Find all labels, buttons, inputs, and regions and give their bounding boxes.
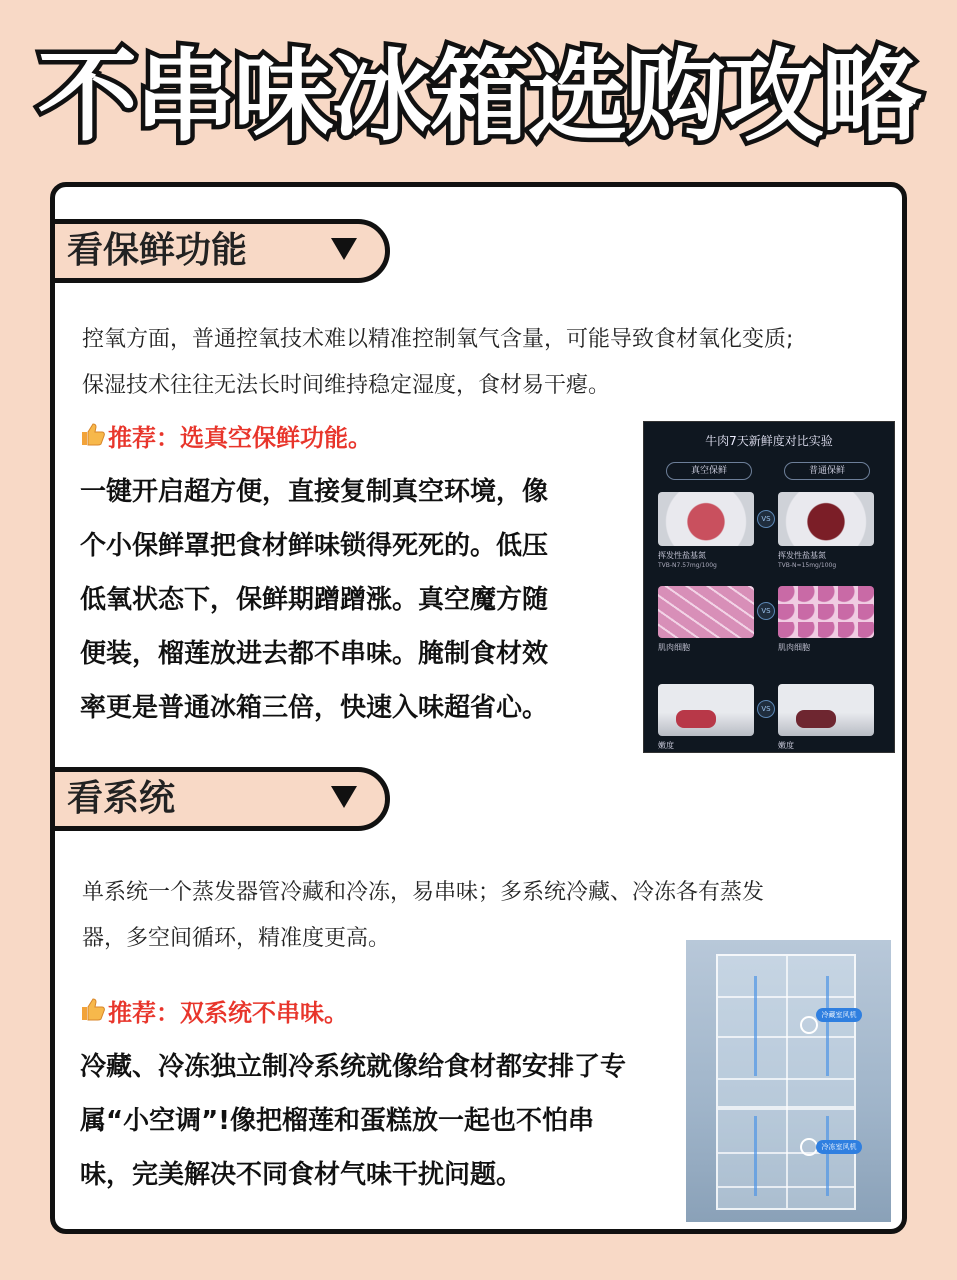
stale-beef-photo (778, 492, 874, 546)
body-line: 保湿技术往往无法长时间维持稳定湿度，食材易干瘪。 (82, 373, 611, 398)
section-heading: 看系统 (67, 778, 176, 819)
body-line: 器，多空间循环，精准度更高。 (82, 926, 391, 951)
body-line: 控氧方面，普通控氧技术难以精准控制氧气含量，可能导致食材氧化变质; (82, 327, 794, 352)
row-label: 挥发性盐基氮 (658, 551, 706, 560)
fan-label-top: 冷藏室风机 (816, 1008, 862, 1022)
vs-badge: VS (757, 700, 775, 718)
row-label: 嫩度 (778, 741, 794, 750)
row-label: 嫩度 (658, 741, 674, 750)
recommendation (80, 997, 348, 1029)
section-heading: 看保鲜功能 (67, 230, 248, 271)
row-note: TVB-N≈15mg/100g (778, 562, 837, 569)
section-body (82, 317, 902, 409)
stale-tenderness-photo (778, 684, 874, 736)
row-label: 肌肉细胞 (658, 643, 690, 652)
body-line: 单系统一个蒸发器管冷藏和冷冻，易串味；多系统冷藏、冷冻各有蒸发 (82, 880, 765, 905)
recommendation-text: 推荐：选真空保鲜功能。 (108, 424, 372, 452)
vs-badge: VS (757, 510, 775, 528)
thumbs-up-icon (80, 997, 106, 1029)
fresh-tenderness-photo (658, 684, 754, 736)
content-card (50, 182, 907, 1234)
detail-line: 味，完美解决不同食材气味干扰问题。 (80, 1160, 523, 1190)
detail-text (80, 1040, 680, 1202)
section-tag-freshness (50, 219, 390, 283)
detail-line: 个小保鲜罩把食材鲜味锁得死死的。低压 (80, 531, 549, 561)
recommendation-text: 推荐：双系统不串味。 (108, 999, 348, 1027)
fresh-beef-photo (658, 492, 754, 546)
fan-label-bottom: 冷冻室风机 (816, 1140, 862, 1154)
thumbs-up-icon (80, 422, 106, 454)
section-tag-system (50, 767, 390, 831)
stale-cell-photo (778, 586, 874, 638)
row-label: 肌肉细胞 (778, 643, 810, 652)
detail-line: 一键开启超方便，直接复制真空环境，像 (80, 477, 549, 507)
row-note: TVB-N7.57mg/100g (658, 562, 717, 569)
detail-line: 冷藏、冷冻独立制冷系统就像给食材都安排了专 (80, 1052, 627, 1082)
detail-line: 低氧状态下，保鲜期蹭蹭涨。真空魔方随 (80, 585, 549, 615)
fridge-airflow-image (686, 940, 891, 1222)
vacuum-pill: 真空保鲜 (666, 462, 752, 480)
detail-text (80, 465, 620, 735)
recommendation (80, 422, 372, 454)
page-title: 不串味冰箱选购攻略 (37, 38, 920, 155)
vs-badge: VS (757, 602, 775, 620)
row-label: 挥发性盐基氮 (778, 551, 826, 560)
normal-pill: 普通保鲜 (784, 462, 870, 480)
image-headline: 牛肉7天新鲜度对比实验 (705, 434, 833, 448)
triangle-down-icon (331, 238, 357, 260)
detail-line: 率更是普通冰箱三倍，快速入味超省心。 (80, 693, 549, 723)
triangle-down-icon (331, 786, 357, 808)
detail-line: 便装，榴莲放进去都不串味。腌制食材效 (80, 639, 549, 669)
beef-freshness-image (643, 421, 895, 753)
fresh-cell-photo (658, 586, 754, 638)
detail-line: 属“小空调”!像把榴莲和蛋糕放一起也不怕串 (80, 1106, 595, 1136)
fridge-illustration (716, 954, 856, 1210)
